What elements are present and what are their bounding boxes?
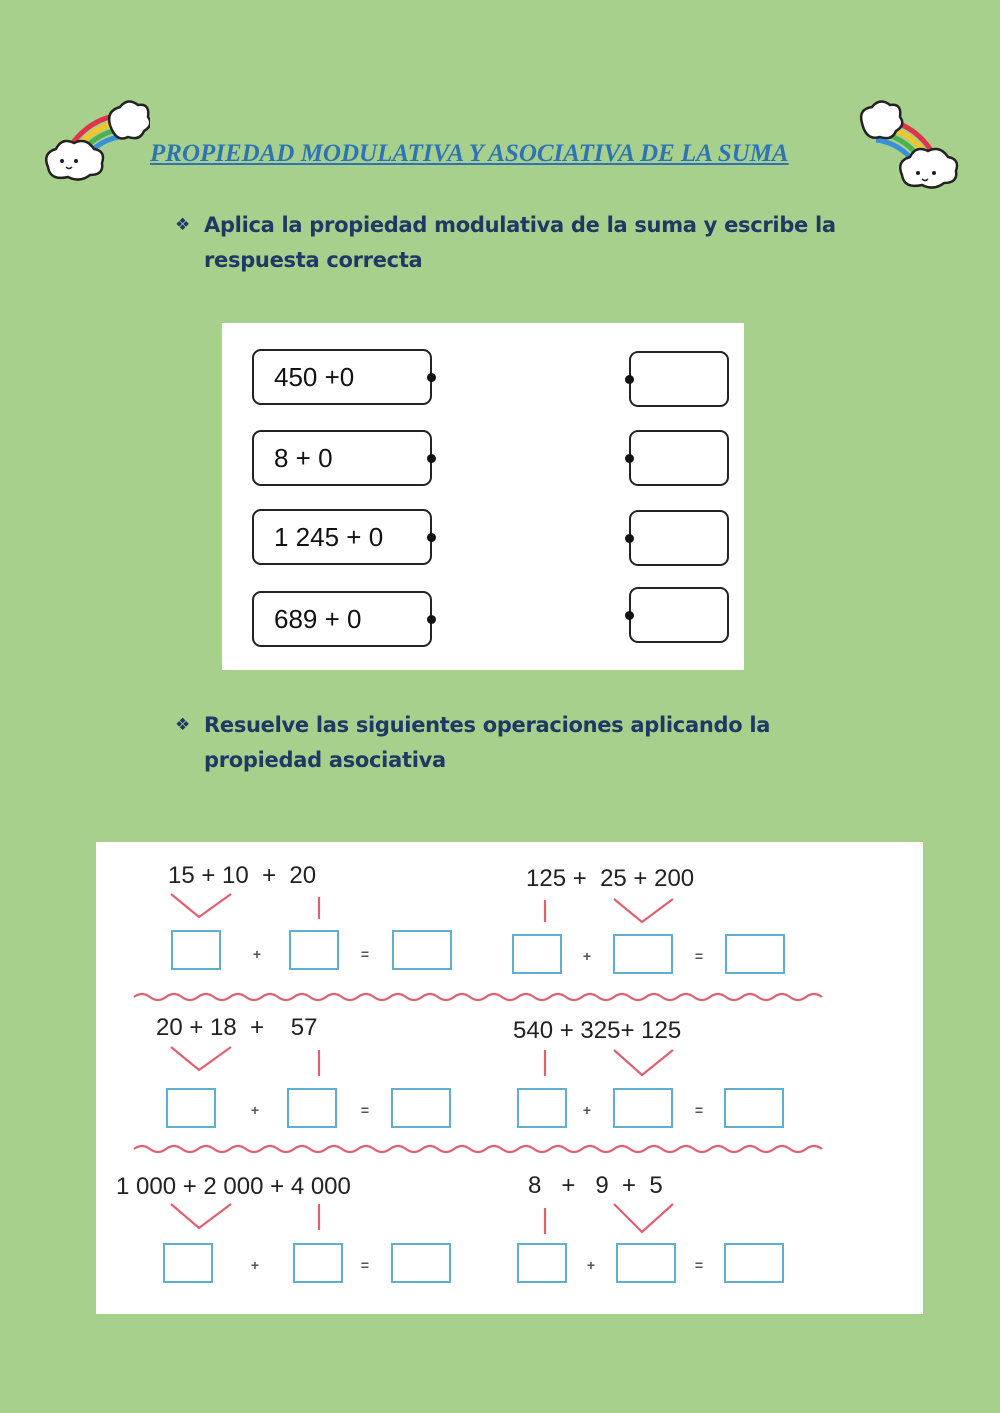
association-expression: 125 + 25 + 200 [526,865,695,892]
result-box[interactable] [724,1243,784,1283]
association-expression: 15 + 10 + 20 [168,862,317,889]
addend-box[interactable] [293,1243,343,1283]
asociativa-exercise-panel [96,842,923,1314]
association-expression: 8 + 9 + 5 [528,1172,663,1199]
partial-sum-box[interactable] [616,1243,676,1283]
instruction-text: Aplica la propiedad modulativa de la suma y escribe la respuesta correcta [204,213,836,272]
result-box[interactable] [392,930,452,970]
result-box[interactable] [391,1243,451,1283]
instruction-asociativa [175,708,875,778]
partial-sum-box[interactable] [171,930,221,970]
plus-sign: + [250,1102,260,1118]
expression-box: 8 + 0 [252,430,432,486]
equals-sign: = [694,1257,704,1273]
addend-box[interactable] [517,1088,567,1128]
equals-sign: = [694,948,704,964]
addend-box[interactable] [517,1243,567,1283]
answer-box[interactable] [629,430,729,486]
rainbow-cloud-icon-left [40,95,150,190]
association-expression: 20 + 18 + 57 [156,1014,318,1041]
equals-sign: = [360,1102,370,1118]
plus-sign: + [582,1102,592,1118]
bracket-lines [96,842,923,1314]
answer-box[interactable] [629,510,729,566]
equals-sign: = [360,1257,370,1273]
addend-box[interactable] [287,1088,337,1128]
instruction-modulativa [175,208,875,278]
instruction-text: Resuelve las siguientes operaciones aplicando la propiedad asociativa [204,713,771,772]
partial-sum-box[interactable] [166,1088,216,1128]
addend-box[interactable] [289,930,339,970]
answer-box[interactable] [629,587,729,643]
equals-sign: = [694,1102,704,1118]
partial-sum-box[interactable] [613,1088,673,1128]
association-expression: 540 + 325+ 125 [513,1017,682,1044]
partial-sum-box[interactable] [613,934,673,974]
bullet-icon: ❖ [175,715,190,735]
association-expression: 1 000 + 2 000 + 4 000 [116,1173,351,1200]
page-title: PROPIEDAD MODULATIVA Y ASOCIATIVA DE LA SUMA [150,140,789,167]
modulativa-exercise-panel [222,323,744,670]
expression-box: 1 245 + 0 [252,509,432,565]
expression-box: 689 + 0 [252,591,432,647]
partial-sum-box[interactable] [163,1243,213,1283]
result-box[interactable] [725,934,785,974]
answer-box[interactable] [629,351,729,407]
plus-sign: + [252,946,262,962]
result-box[interactable] [724,1088,784,1128]
plus-sign: + [250,1257,260,1273]
rainbow-cloud-icon-right [852,97,962,197]
addend-box[interactable] [512,934,562,974]
result-box[interactable] [391,1088,451,1128]
plus-sign: + [582,948,592,964]
bullet-icon: ❖ [175,215,190,235]
equals-sign: = [360,946,370,962]
plus-sign: + [586,1257,596,1273]
expression-box: 450 +0 [252,349,432,405]
